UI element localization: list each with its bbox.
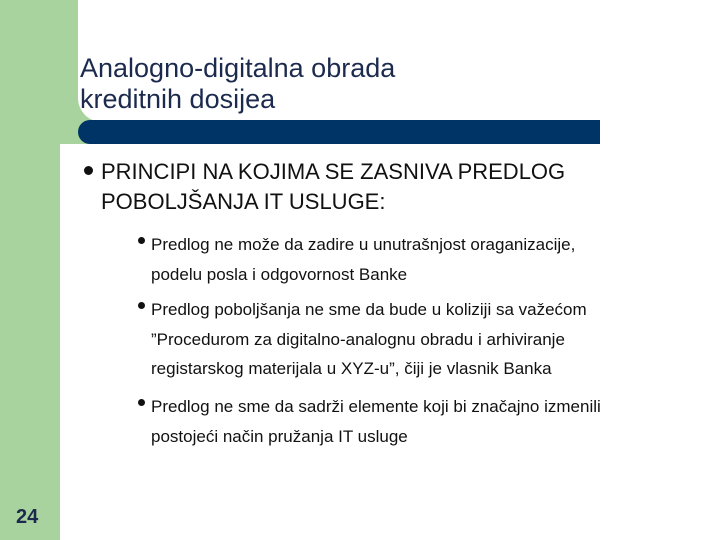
sub-bullet-line: postojeći način pružanja IT usluge xyxy=(151,426,408,446)
sub-bullet-line: ”Procedurom za digitalno-analognu obradu i arhiviranje xyxy=(151,329,565,349)
main-bullet-line-1: PRINCIPI NA KOJIMA SE ZASNIVA PREDLOG xyxy=(101,159,566,184)
page-number: 24 xyxy=(16,506,39,528)
sub-bullet-line: Predlog ne može da zadire u unutrašnjost oraganizacije, xyxy=(151,235,576,254)
main-bullet-text xyxy=(101,157,671,217)
sub-bullet-text xyxy=(151,230,696,289)
sub-bullet-text xyxy=(151,392,696,451)
sub-bullet-line: podelu posla i odgovornost Banke xyxy=(151,264,408,284)
sub-bullet-line: Predlog poboljšanja ne sme da bude u koliziji sa važećom xyxy=(151,300,587,319)
sub-bullet-line: Predlog ne sme da sadrži elemente koji bi značajno izmenili xyxy=(151,397,601,416)
sub-bullet-line: registarskog materijala u XYZ-u”, čiji je vlasnik Banka xyxy=(151,359,552,378)
title-underline-bar xyxy=(78,120,600,144)
sub-bullet-text xyxy=(151,295,696,384)
bullet-dot-icon xyxy=(138,399,145,406)
main-bullet-line-2: POBOLJŠANJA IT USLUGE: xyxy=(101,189,386,214)
slide-title-line-1: Analogno-digitalna obrada xyxy=(80,53,396,83)
left-green-panel xyxy=(0,0,60,540)
bullet-dot-icon xyxy=(84,166,93,175)
bullet-dot-icon xyxy=(138,302,145,309)
bullet-dot-icon xyxy=(138,237,145,244)
slide-title-line-2: kreditnih dosijea xyxy=(80,84,276,114)
slide-title xyxy=(80,53,600,115)
